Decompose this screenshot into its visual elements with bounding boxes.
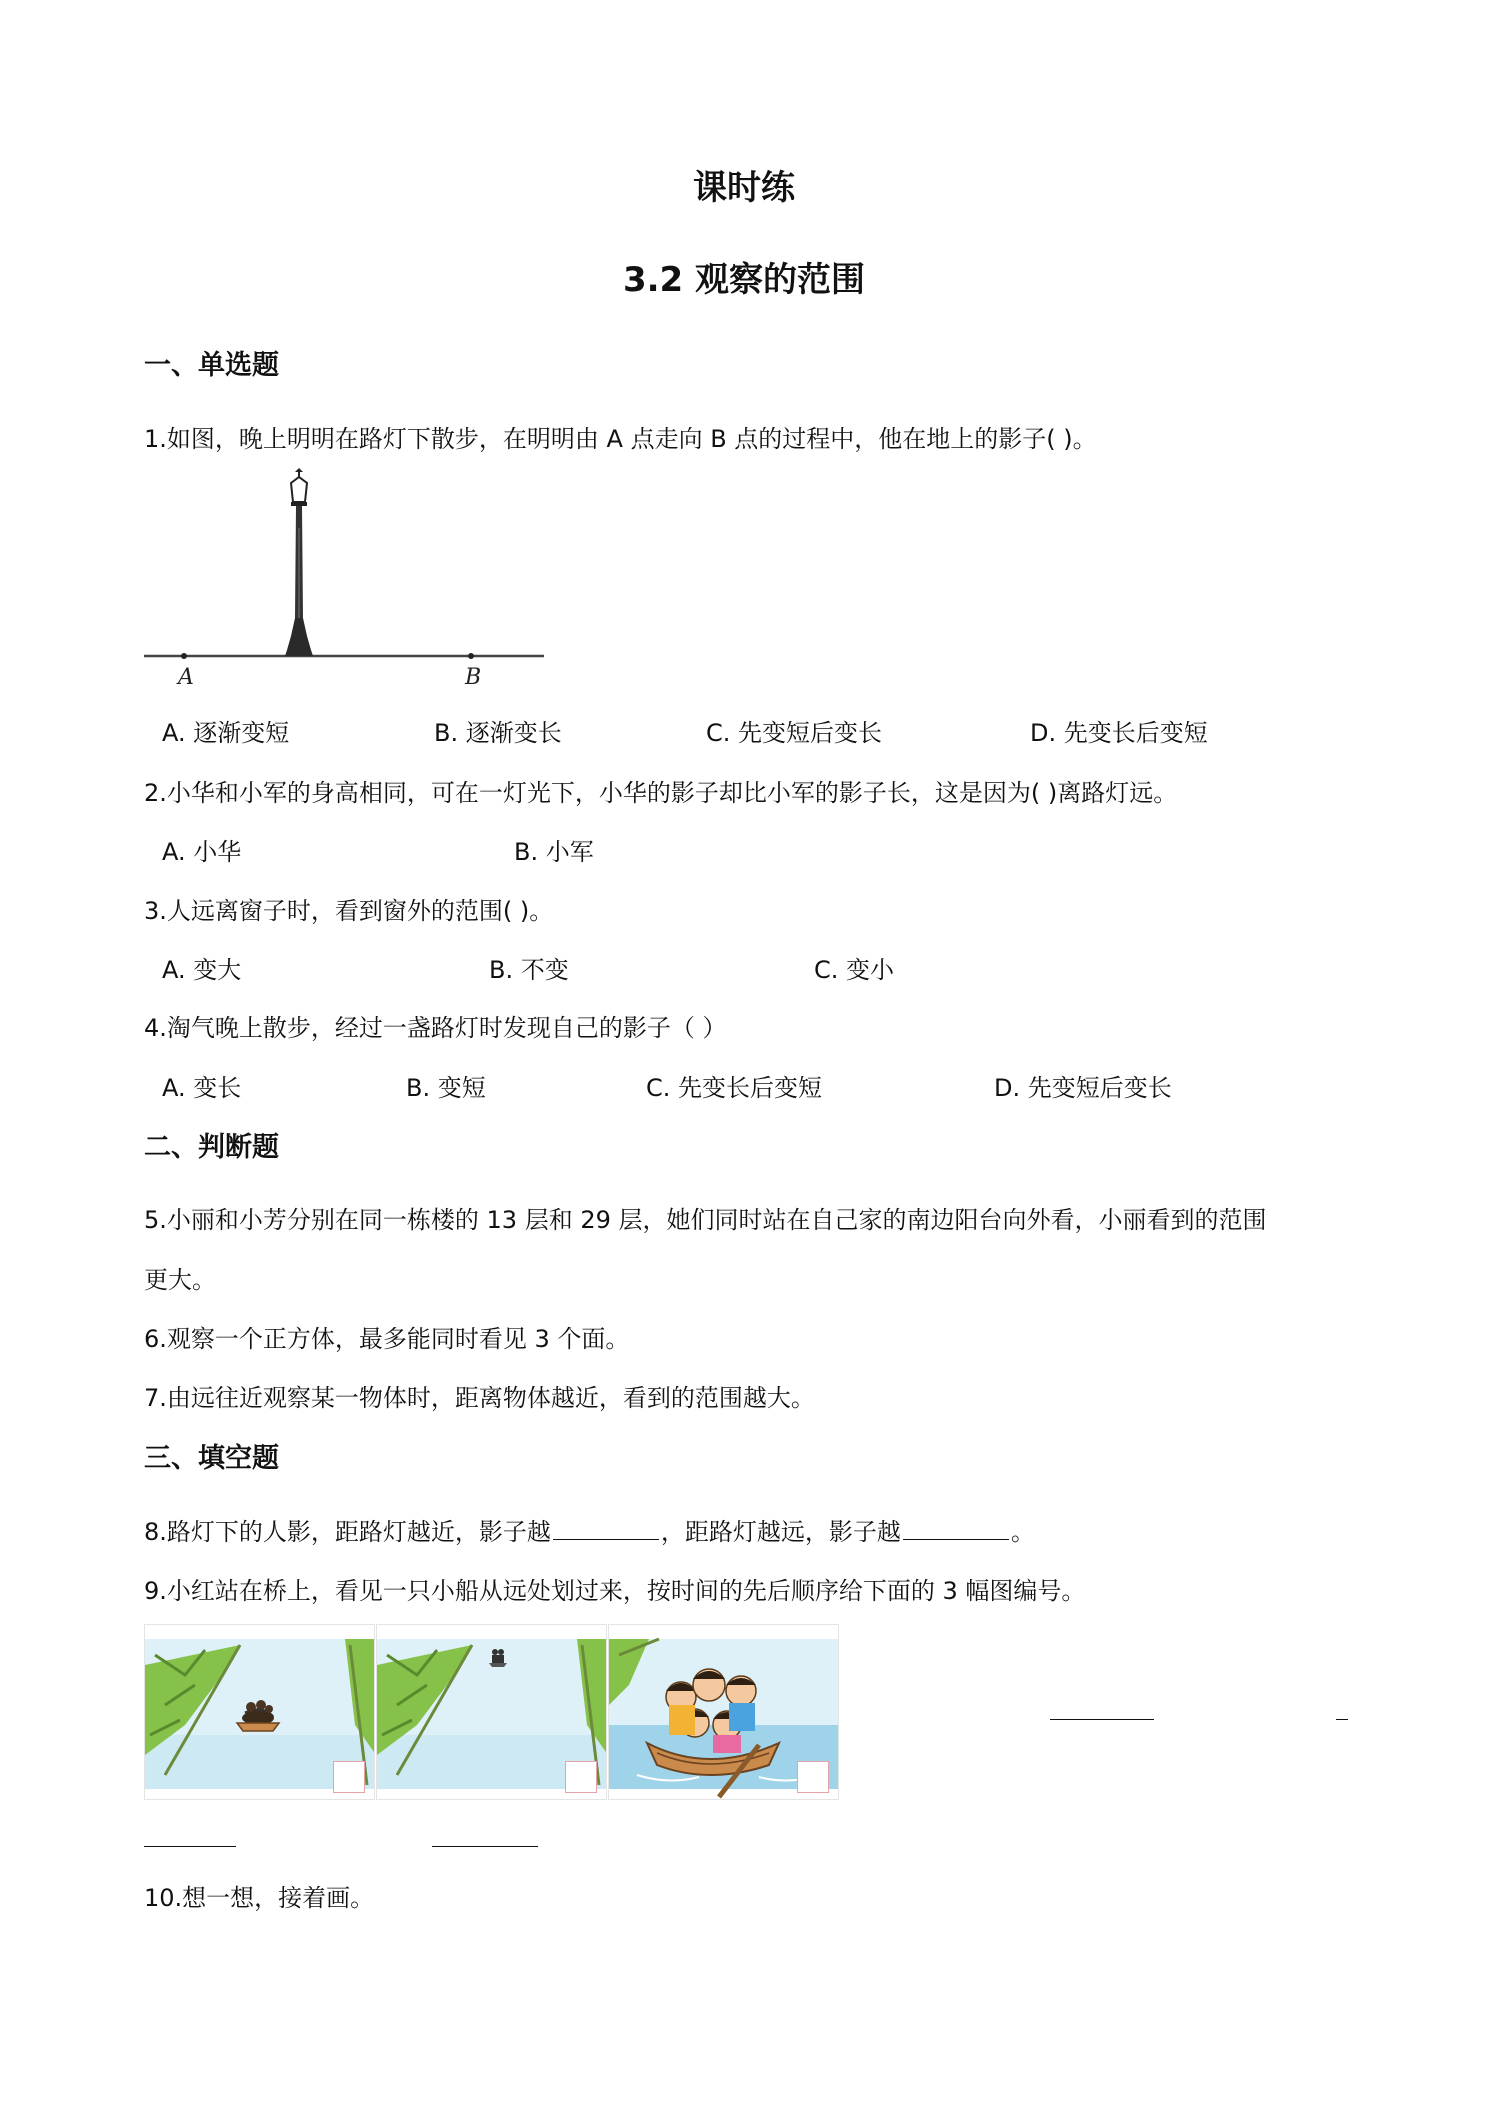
q4-option-b[interactable]: B. 变短: [406, 1074, 486, 1102]
lamp-base: [285, 618, 313, 656]
q3-option-b[interactable]: B. 不变: [489, 956, 569, 984]
q8-part-3: 。: [1010, 1518, 1035, 1546]
q3-option-c[interactable]: C. 变小: [814, 956, 895, 984]
question-6-text: 6.观察一个正方体，最多能同时看见 3 个面。: [144, 1325, 630, 1353]
boat-picture-2: [376, 1624, 607, 1800]
q4-option-c[interactable]: C. 先变长后变短: [646, 1074, 823, 1102]
section-heading-single-choice: 一、单选题: [144, 350, 279, 381]
q9-answer-blank-3[interactable]: [432, 1846, 538, 1847]
q8-part-1: 8.路灯下的人影，距路灯越近，影子越: [144, 1518, 551, 1546]
picture-3-number-box[interactable]: [797, 1761, 829, 1793]
picture-2-number-box[interactable]: [565, 1761, 597, 1793]
q1-option-c[interactable]: C. 先变短后变长: [706, 719, 883, 747]
q8-blank-2[interactable]: [903, 1539, 1009, 1540]
question-5-line-2: 更大。: [144, 1266, 216, 1294]
picture-1-number-box[interactable]: [333, 1761, 365, 1793]
q9-answer-blank-2[interactable]: [144, 1846, 236, 1847]
page-title: 课时练: [693, 168, 795, 208]
boat-picture-3: [608, 1624, 839, 1800]
q2-option-a[interactable]: A. 小华: [162, 838, 242, 866]
point-a-label: A: [178, 665, 194, 690]
lamp-head: [291, 477, 307, 502]
question-10-text: 10.想一想，接着画。: [144, 1884, 375, 1912]
q8-blank-1[interactable]: [553, 1539, 659, 1540]
page-subtitle: 3.2 观察的范围: [622, 260, 866, 300]
section-heading-true-false: 二、判断题: [144, 1132, 279, 1163]
q4-option-a[interactable]: A. 变长: [162, 1074, 242, 1102]
question-2-text: 2.小华和小军的身高相同，可在一灯光下，小华的影子却比小军的影子长，这是因为( )离路灯远。: [144, 779, 1178, 807]
question-3-text: 3.人远离窗子时，看到窗外的范围( )。: [144, 897, 554, 925]
boat-picture-1: [144, 1624, 375, 1800]
q4-option-d[interactable]: D. 先变短后变长: [994, 1074, 1172, 1102]
q3-option-a[interactable]: A. 变大: [162, 956, 242, 984]
point-b-label: B: [465, 665, 482, 690]
q9-answer-blank-2-start[interactable]: [1336, 1719, 1348, 1720]
q8-part-2: ，距路灯越远，影子越: [660, 1518, 901, 1546]
question-5-line-1: 5.小丽和小芳分别在同一栋楼的 13 层和 29 层，她们同时站在自己家的南边阳台向外看，小丽看到的范围: [144, 1206, 1267, 1234]
question-9-text: 9.小红站在桥上，看见一只小船从远处划过来，按时间的先后顺序给下面的 3 幅图编号。: [144, 1577, 1086, 1605]
question-8-text: [144, 1512, 1035, 1547]
q2-option-b[interactable]: B. 小军: [514, 838, 594, 866]
streetlamp-figure: [140, 468, 560, 688]
q1-option-b[interactable]: B. 逐渐变长: [434, 719, 562, 747]
question-7-text: 7.由远往近观察某一物体时，距离物体越近，看到的范围越大。: [144, 1384, 815, 1412]
q1-option-a[interactable]: A. 逐渐变短: [162, 719, 290, 747]
q1-option-d[interactable]: D. 先变长后变短: [1030, 719, 1208, 747]
point-a-marker: [181, 653, 187, 659]
question-4-text: 4.淘气晚上散步，经过一盏路灯时发现自己的影子（ ）: [144, 1014, 727, 1042]
question-1-text: 1.如图，晚上明明在路灯下散步，在明明由 A 点走向 B 点的过程中，他在地上的影子( )。: [144, 425, 1097, 453]
section-heading-fill-in: 三、填空题: [144, 1443, 279, 1474]
point-b-marker: [468, 653, 474, 659]
q9-answer-blank-1[interactable]: [1050, 1719, 1154, 1720]
